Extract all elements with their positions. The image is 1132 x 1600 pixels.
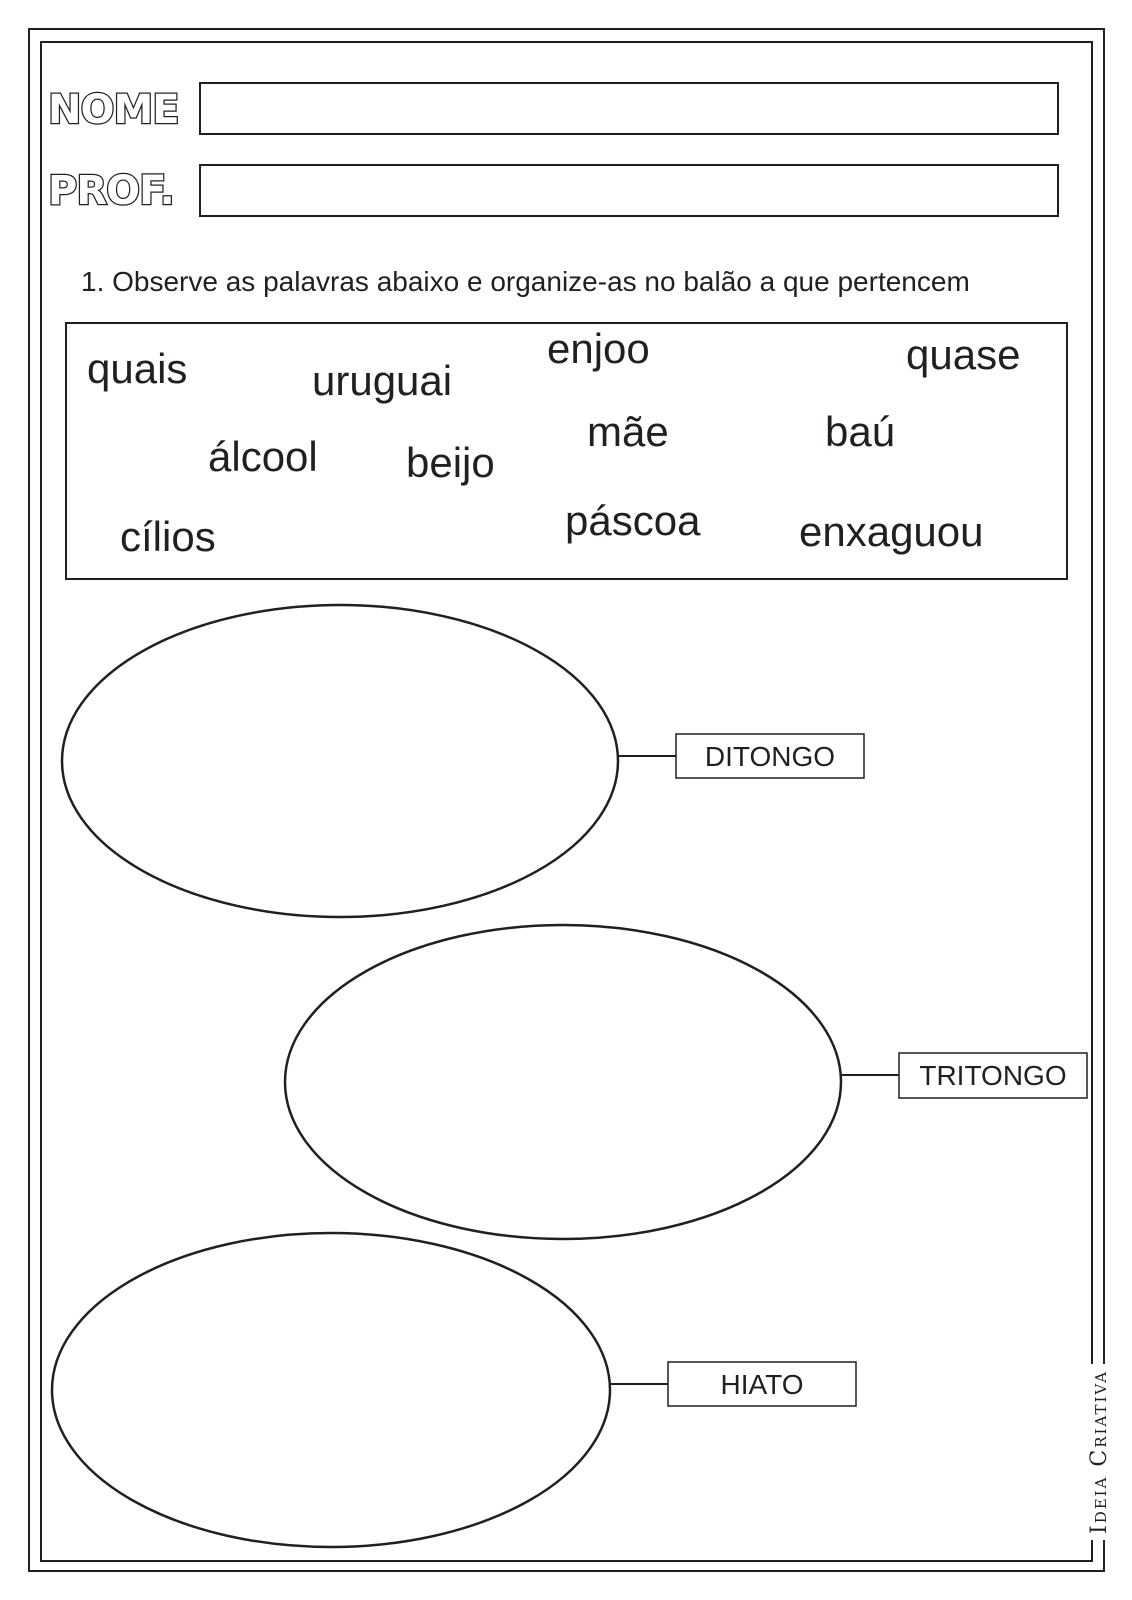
balloon-ditongo-label: DITONGO: [704, 741, 836, 772]
balloon-ditongo-ellipse[interactable]: [62, 605, 618, 917]
balloon-hiato-ellipse[interactable]: [52, 1233, 610, 1547]
word-item: baú: [825, 408, 896, 455]
word-item: uruguai: [312, 357, 453, 404]
word-item: beijo: [406, 439, 495, 486]
balloon-ditongo: [62, 605, 864, 917]
word-item: quase: [906, 331, 1021, 378]
balloon-hiato-label: HIATO: [720, 1369, 804, 1400]
instruction-text: 1. Observe as palavras abaixo e organize-as no balão a que pertencem: [81, 266, 970, 297]
word-item: cílios: [120, 513, 216, 560]
balloon-tritongo: [285, 925, 1087, 1239]
word-item: álcool: [208, 433, 318, 480]
word-item: enxaguou: [799, 508, 984, 555]
balloon-tritongo-ellipse[interactable]: [285, 925, 841, 1239]
word-item: páscoa: [565, 497, 701, 544]
name-label: NOME: [48, 87, 179, 133]
balloon-hiato: [52, 1233, 856, 1547]
word-item: mãe: [587, 408, 669, 455]
word-item: quais: [87, 345, 188, 392]
credit-text: Ideia Criativa: [1089, 1364, 1111, 1540]
teacher-label: PROF.: [48, 168, 174, 214]
word-item: enjoo: [547, 325, 650, 372]
balloon-tritongo-label: TRITONGO: [919, 1060, 1067, 1091]
